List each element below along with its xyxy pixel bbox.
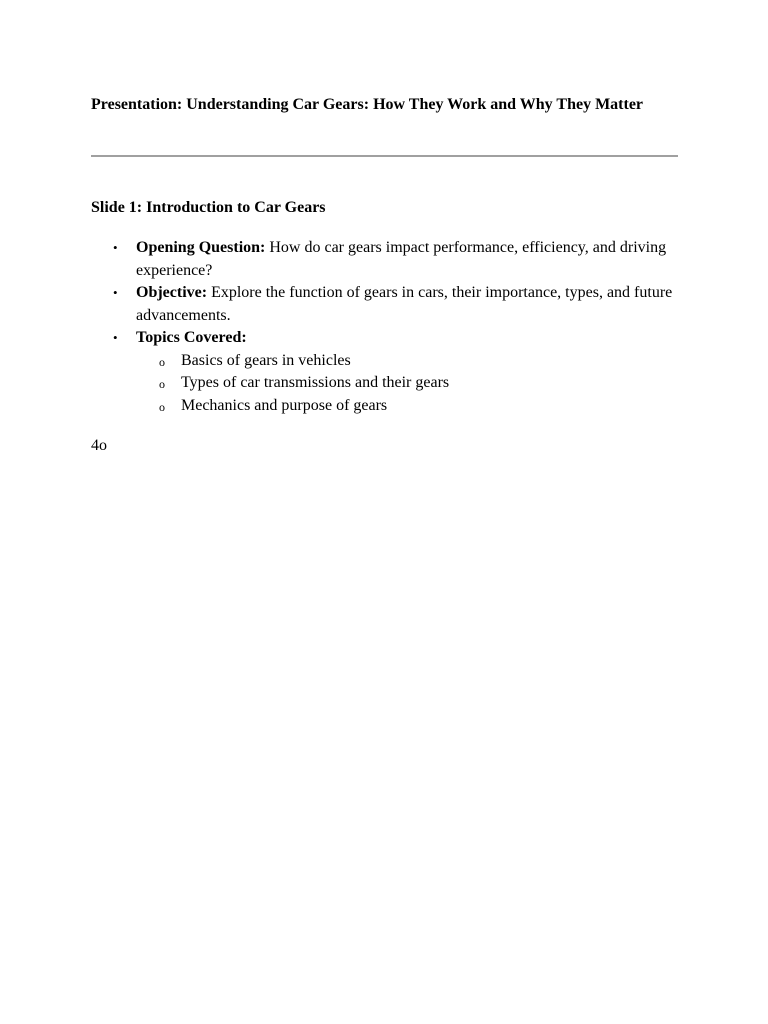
bullet-label: Objective: <box>136 284 208 301</box>
bullet-label: Topics Covered: <box>136 329 247 346</box>
sub-list-item: o Basics of gears in vehicles <box>181 350 681 373</box>
bullet-opening-question <box>136 237 681 282</box>
bullet-text: Explore the function of gears in cars, their importance, types, and future advancements. <box>136 284 673 324</box>
sub-list-item: o Types of car transmissions and their gears <box>181 372 681 395</box>
bullet-text: How do car gears impact performance, efficiency, and driving experience? <box>136 239 667 279</box>
footer-note: 4o <box>91 437 107 454</box>
slide-heading: Slide 1: Introduction to Car Gears <box>91 199 326 216</box>
sub-list-item: o Mechanics and purpose of gears <box>181 395 681 418</box>
bullet-objective <box>136 282 681 327</box>
bullet-topics-covered <box>136 327 681 417</box>
document-title: Presentation: Understanding Car Gears: How They Work and Why They Matter <box>91 96 644 113</box>
slide-bullet-list <box>136 237 681 417</box>
bullet-label: Opening Question: <box>136 239 266 256</box>
horizontal-divider <box>91 155 678 157</box>
topics-sub-list <box>136 350 681 418</box>
